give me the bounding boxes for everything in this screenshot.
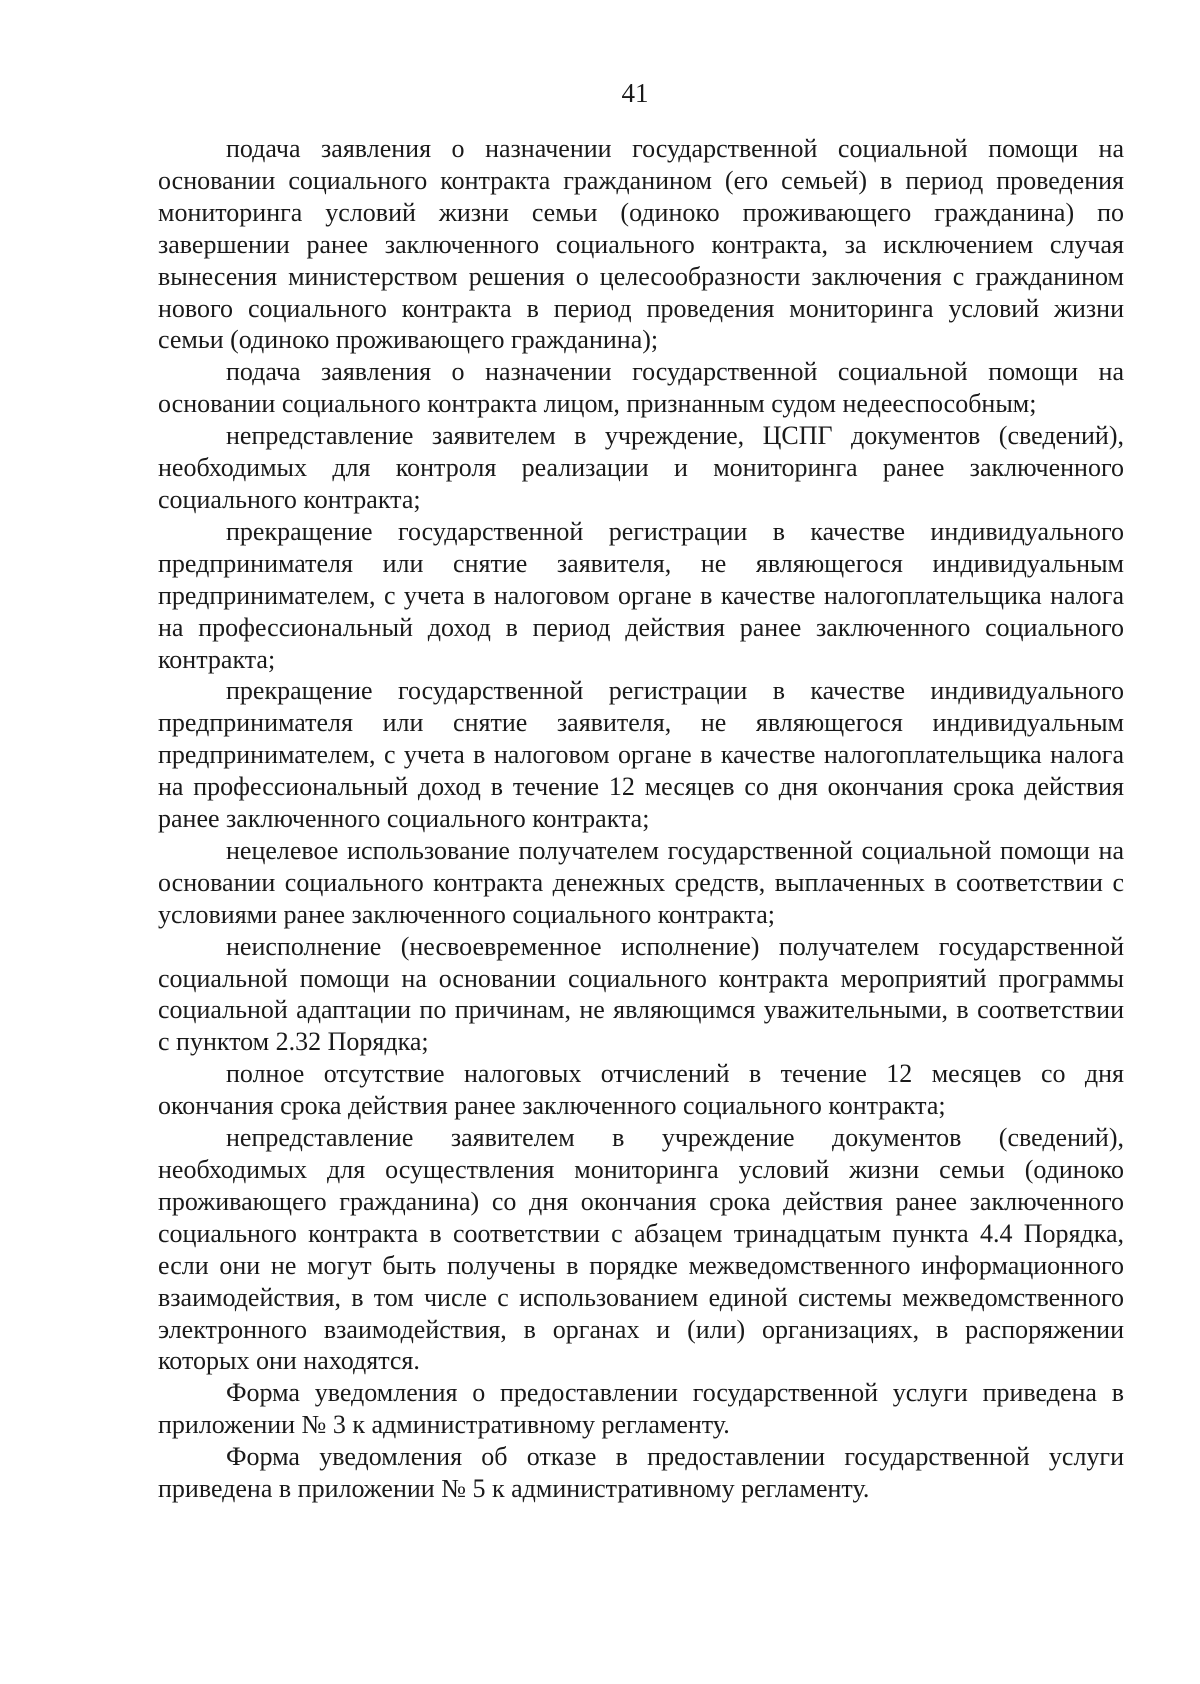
paragraph-6: нецелевое использование получателем государственной социальной помощи на основании социального контракта денежных средств, выплаченных в соответствии с условиями ранее заключенного социального контракта;: [158, 835, 1124, 929]
paragraph-8: полное отсутствие налоговых отчислений в течение 12 месяцев со дня окончания срока действия ранее заключенного социального контракта;: [158, 1059, 1124, 1121]
page-number: 41: [621, 78, 649, 108]
paragraph-1: подача заявления о назначении государственной социальной помощи на основании социального контракта гражданином (его семьей) в период проведения мониторинга условий жизни семьи (одиноко проживающего гражданина) по завершении ранее заключенного социального контракта, за исключением случая вынесения министерством решения о целесообразности заключения с гражданином нового социального контракта в период проведения мониторинга условий жизни семьи (одиноко проживающего гражданина);: [158, 134, 1124, 355]
paragraph-7: неисполнение (несвоевременное исполнение) получателем государственной социальной помощи на основании социального контракта мероприятий программы социальной адаптации по причинам, не являющимся уважительными, в соответствии с пунктом 2.32 Порядка;: [158, 931, 1124, 1057]
paragraph-11: Форма уведомления об отказе в предоставлении государственной услуги приведена в приложении № 5 к административному регламенту.: [158, 1442, 1124, 1504]
paragraph-2: подача заявления о назначении государственной социальной помощи на основании социального контракта лицом, признанным судом недееспособным;: [158, 357, 1124, 419]
paragraph-10: Форма уведомления о предоставлении государственной услуги приведена в приложении № 3 к административному регламенту.: [158, 1378, 1124, 1440]
paragraph-4: прекращение государственной регистрации в качестве индивидуального предпринимателя или снятие заявителя, не являющегося индивидуальным предпринимателем, с учета в налоговом органе в качестве налогоплательщика налога на профессиональный доход в период действия ранее заключенного социального контракта;: [158, 516, 1124, 674]
paragraph-3: непредставление заявителем в учреждение, ЦСПГ документов (сведений), необходимых для контроля реализации и мониторинга ранее заключенного социального контракта;: [158, 421, 1124, 514]
document-body: [158, 133, 1124, 1505]
paragraph-5: прекращение государственной регистрации в качестве индивидуального предпринимателя или снятие заявителя, не являющегося индивидуальным предпринимателем, с учета в налоговом органе в качестве налогоплательщика налога на профессиональный доход в течение 12 месяцев со дня окончания срока действия ранее заключенного социального контракта;: [158, 676, 1124, 834]
paragraph-9: непредставление заявителем в учреждение документов (сведений), необходимых для осуществления мониторинга условий жизни семьи (одиноко проживающего гражданина) со дня окончания срока действия ранее заключенного социального контракта в соответствии с абзацем тринадцатым пункта 4.4 Порядка, если они не могут быть получены в порядке межведомственного информационного взаимодействия, в том числе с использованием единой системы межведомственного электронного взаимодействия, в органах и (или) организациях, в распоряжении которых они находятся.: [158, 1123, 1124, 1376]
